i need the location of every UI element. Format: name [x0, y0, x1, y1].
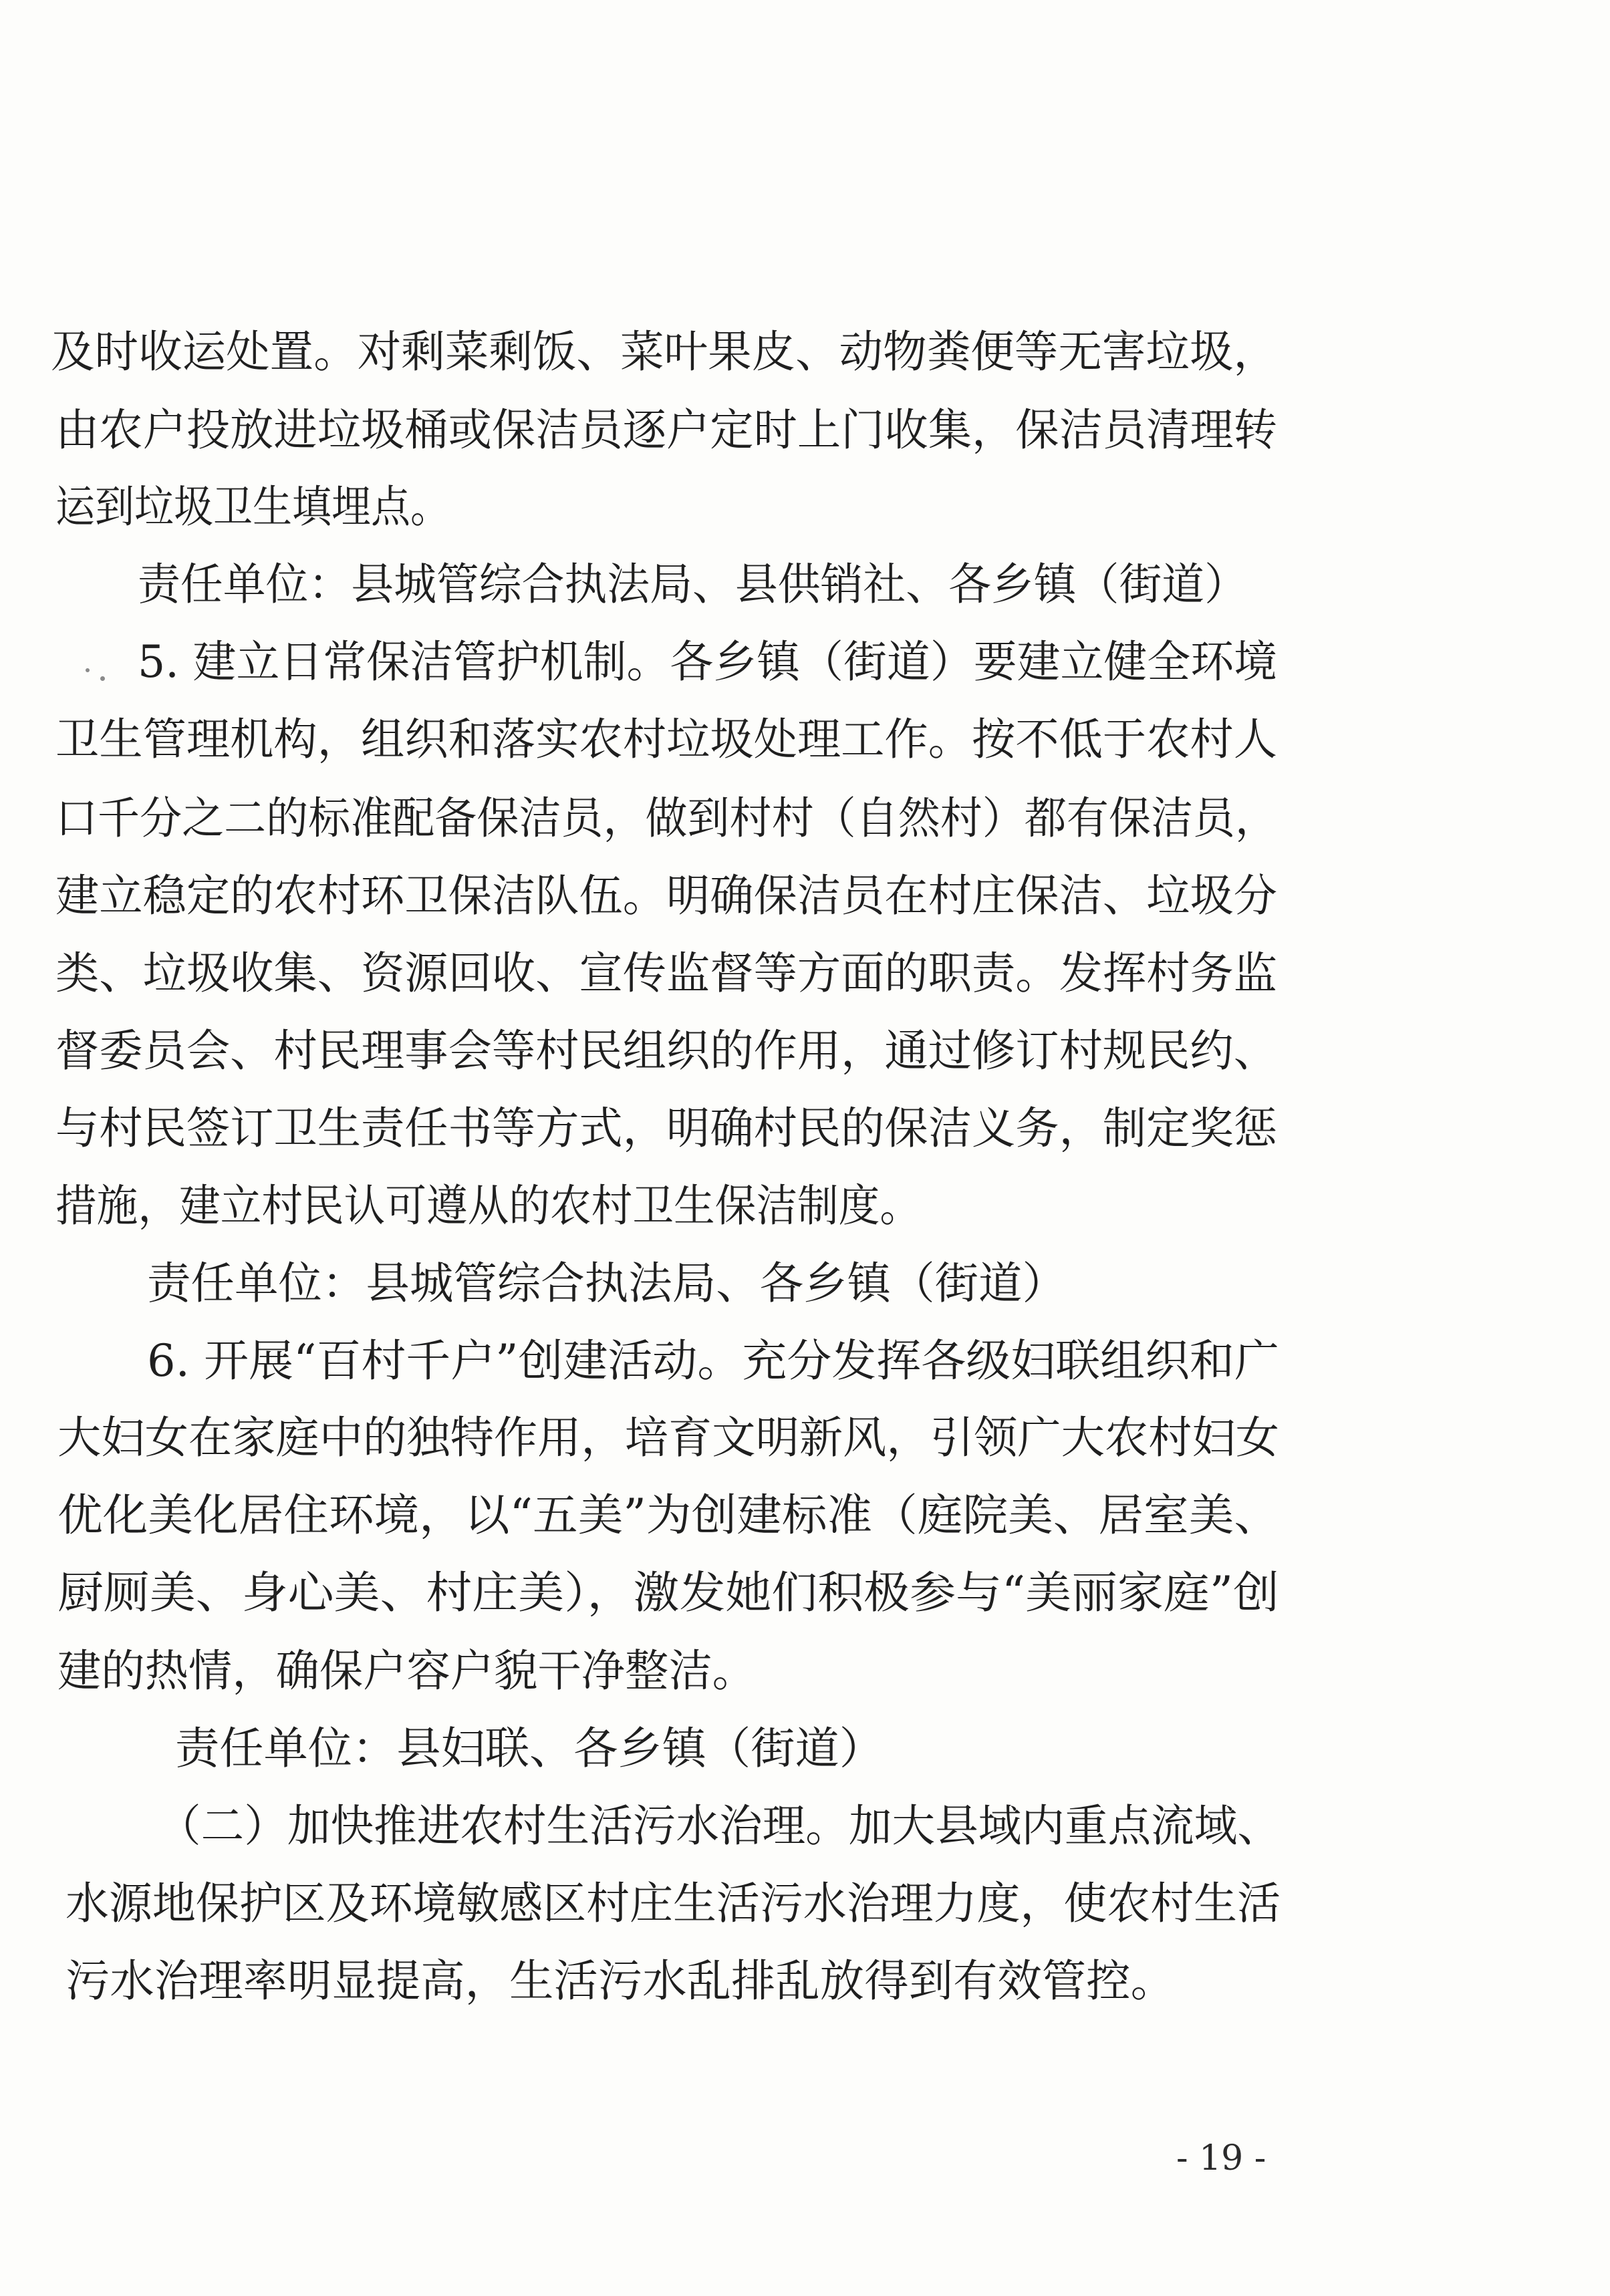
document-line: [0, 470, 1610, 544]
document-line-text: 督委员会、村民理事会等村民组织的作用，通过修订村规民约、: [55, 1025, 1277, 1077]
document-line: [0, 1712, 1610, 1785]
document-line-text: 6. 开展“百村千户”创建活动。充分发挥各级妇联组织和广: [147, 1335, 1279, 1387]
document-line: [0, 394, 1610, 467]
document-line-text: 5. 建立日常保洁管护机制。各乡镇（街道）要建立健全环境: [138, 636, 1277, 688]
document-line: [0, 1169, 1610, 1243]
document-line: [0, 1324, 1610, 1398]
document-line: [0, 315, 1610, 389]
document-line: [0, 1092, 1610, 1165]
document-line-text: 口千分之二的标准配备保洁员，做到村村（自然村）都有保洁员，: [55, 793, 1277, 844]
document-line: [0, 1945, 1610, 2018]
document-line: [0, 937, 1610, 1010]
document-line: [0, 782, 1610, 855]
document-line: [0, 1634, 1610, 1708]
document-line: [0, 859, 1610, 933]
document-line: [0, 1401, 1610, 1475]
document-line-text: 建的热情，确保户容户貌干净整洁。: [57, 1645, 756, 1697]
document-line: [0, 1556, 1610, 1630]
document-line-text: 责任单位：县妇联、各乡镇（街道）: [175, 1723, 884, 1774]
document-line-text: 厨厕美、身心美、村庄美），激发她们积极参与“美丽家庭”创: [57, 1567, 1280, 1618]
document-line-text: 责任单位：县城管综合执法局、县供销社、各乡镇（街道）: [138, 559, 1247, 610]
document-line-text: 类、垃圾收集、资源回收、宣传监督等方面的职责。发挥村务监: [55, 948, 1277, 999]
document-line: [0, 1247, 1610, 1320]
document-line-text: 建立稳定的农村环卫保洁队伍。明确保洁员在村庄保洁、垃圾分: [55, 870, 1277, 921]
document-line-text: 由农户投放进垃圾桶或保洁员逐户定时上门收集，保洁员清理转: [55, 404, 1277, 456]
document-line-text: 优化美化居住环境，以“五美”为创建标准（庭院美、居室美、: [57, 1489, 1279, 1541]
document-line: [0, 1014, 1610, 1088]
page-number: - 19 -: [1176, 2138, 1266, 2178]
document-line-text: （二）加快推进农村生活污水治理。加大县域内重点流域、: [158, 1800, 1281, 1852]
document-line-text: 及时收运处置。对剩菜剩饭、菜叶果皮、动物粪便等无害垃圾，: [51, 326, 1277, 378]
document-line-text: 污水治理率明显提高，生活污水乱排乱放得到有效管控。: [65, 1955, 1175, 2007]
document-line: [0, 548, 1610, 621]
document-line-text: 大妇女在家庭中的独特作用，培育文明新风，引领广大农村妇女: [57, 1412, 1279, 1463]
document-line-text: 责任单位：县城管综合执法局、各乡镇（街道）: [147, 1258, 1066, 1309]
document-line-text: 与村民签订卫生责任书等方式，明确村民的保洁义务，制定奖惩: [55, 1103, 1277, 1154]
document-line: [0, 703, 1610, 776]
document-line: [0, 1789, 1610, 1863]
document-line-text: 措施，建立村民认可遵从的农村卫生保洁制度。: [55, 1180, 921, 1232]
document-line-text: 运到垃圾卫生填埋点。: [55, 481, 450, 533]
document-line-text: 卫生管理机构，组织和落实农村垃圾处理工作。按不低于农村人: [55, 714, 1277, 765]
document-line: [0, 1867, 1610, 1941]
document-line: [0, 625, 1610, 699]
document-line: [0, 1479, 1610, 1552]
document-line-text: 水源地保护区及环境敏感区村庄生活污水治理力度，使农村生活: [65, 1878, 1281, 1929]
